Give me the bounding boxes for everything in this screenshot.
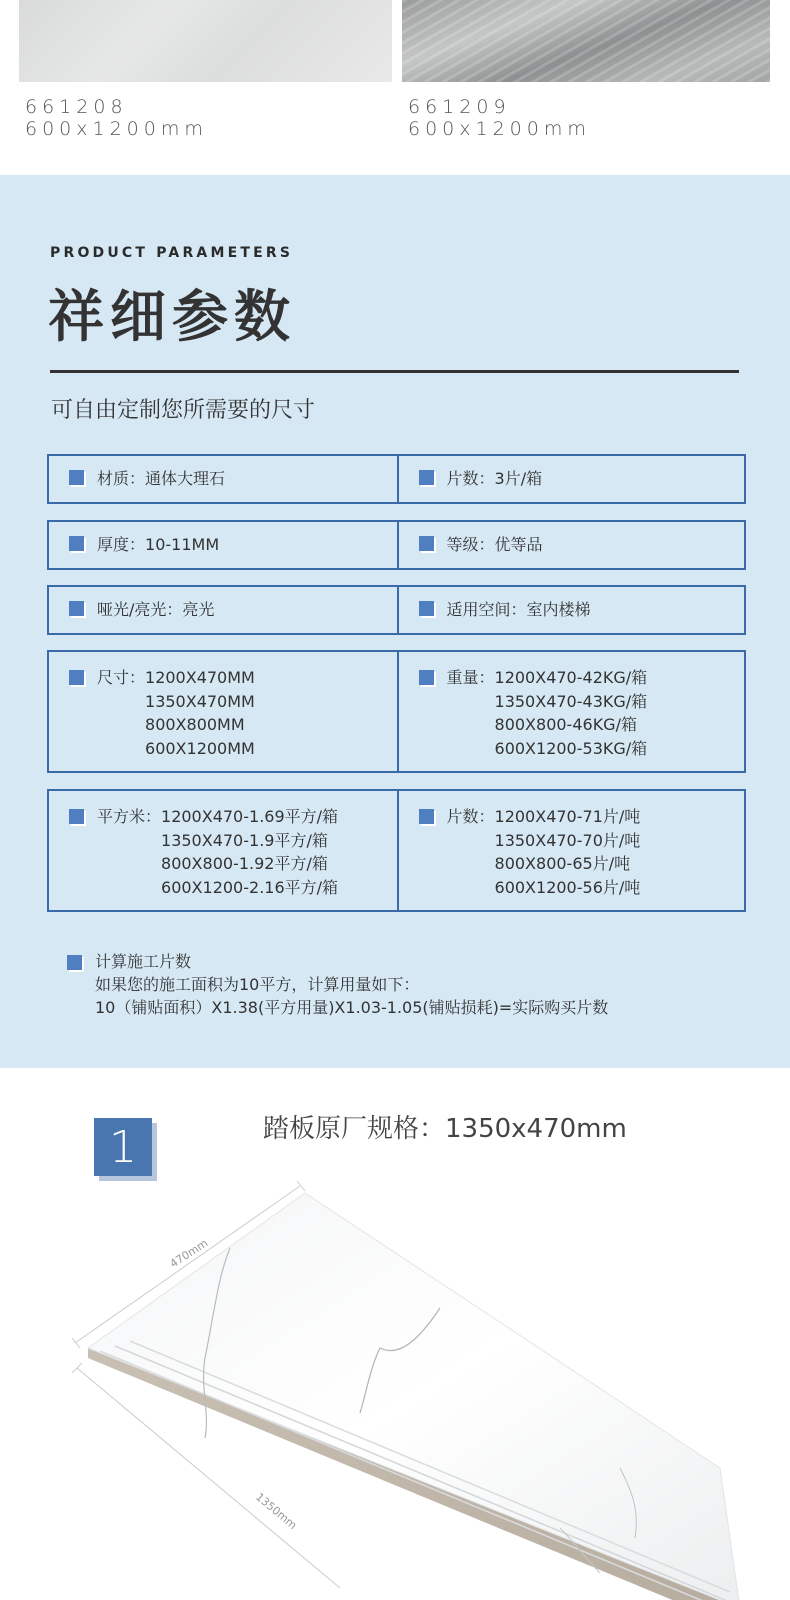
tile-samples [0,0,790,175]
param-value: 600X1200MM [145,738,255,758]
tile-image-661209[interactable] [402,0,770,82]
param-value: 600X1200-53KG/箱 [494,738,648,758]
param-row [47,585,746,635]
tile-image-661208[interactable] [19,0,392,82]
product-parameters-section [0,175,790,1068]
param-key: 尺寸： [97,668,146,687]
title-divider [50,370,739,373]
param-row [47,789,746,912]
param-key: 厚度： [97,535,146,555]
param-cell-material [49,456,397,502]
tile-code: 661209 [408,96,511,118]
param-cell-size [49,652,397,771]
bullet-square-icon [67,955,82,970]
param-key: 片数： [446,469,495,489]
step-number-badge: 1 [94,1118,152,1176]
param-value: 1200X470MM [145,668,255,687]
calculation-note [95,950,608,1019]
bullet-square-icon [69,601,84,616]
section-eyebrow: PRODUCT PARAMETERS [50,245,294,261]
param-value: 3片/箱 [494,469,543,489]
param-value: 亮光 [182,600,215,620]
tread-spec-section [0,1068,790,1600]
param-value: 1200X470-42KG/箱 [494,668,648,687]
calc-line: 如果您的施工面积为10平方，计算用量如下： [95,975,420,994]
param-value: 600X1200-56片/吨 [494,877,641,897]
bullet-square-icon [419,536,434,551]
param-row [47,650,746,773]
param-value: 800X800-46KG/箱 [494,715,637,734]
param-key: 适用空间： [446,600,527,620]
param-value: 1350X470-43KG/箱 [494,691,648,711]
param-row [47,520,746,570]
param-value: 1350X470MM [145,691,255,711]
param-cell-pieces-per-ton [397,791,745,910]
param-key: 等级： [446,535,495,555]
param-key: 材质： [97,469,146,489]
param-value: 800X800MM [145,715,245,734]
bullet-square-icon [419,470,434,485]
param-value: 800X800-65片/吨 [494,854,631,873]
param-key: 平方米： [97,807,162,826]
param-value: 10-11MM [145,535,220,555]
param-value: 800X800-1.92平方/箱 [161,854,328,873]
param-cell-grade [397,522,745,568]
bullet-square-icon [419,809,434,824]
tile-size: 600x1200mm [408,118,591,140]
bullet-square-icon [419,670,434,685]
param-value: 600X1200-2.16平方/箱 [161,877,339,897]
param-key: 重量： [446,668,495,687]
param-value: 1350X470-1.9平方/箱 [161,830,328,850]
tile-caption-661208 [25,96,208,140]
dimension-width-label: 470mm [167,1236,211,1271]
param-value: 1200X470-71片/吨 [494,807,641,826]
section-subtitle: 可自由定制您所需要的尺寸 [51,398,316,423]
tread-spec-title: 踏板原厂规格：1350x470mm [263,1114,627,1144]
param-key: 片数： [446,807,495,826]
bullet-square-icon [69,470,84,485]
param-row [47,454,746,504]
tile-code: 661208 [25,96,128,118]
tile-caption-661209 [408,96,591,140]
param-cell-weight [397,652,745,771]
param-value: 通体大理石 [145,469,226,489]
param-cell-area [49,791,397,910]
param-cell-thickness [49,522,397,568]
param-value: 1350X470-70片/吨 [494,830,641,850]
param-key: 哑光/亮光： [97,600,183,620]
param-cell-space [397,587,745,633]
calc-formula: 10（铺贴面积）X1.38(平方用量)X1.03-1.05(铺贴损耗)=实际购买片数 [95,998,609,1017]
bullet-square-icon [69,536,84,551]
param-value: 优等品 [494,535,543,555]
bullet-square-icon [69,809,84,824]
param-value: 1200X470-1.69平方/箱 [161,807,339,826]
bullet-square-icon [419,601,434,616]
tile-size: 600x1200mm [25,118,208,140]
section-title: 祥细参数 [48,285,296,350]
bullet-square-icon [69,670,84,685]
calc-title: 计算施工片数 [95,952,192,971]
param-value: 室内楼梯 [526,600,591,620]
param-cell-finish [49,587,397,633]
param-cell-pieces [397,456,745,502]
dimension-length-label: 1350mm [253,1490,300,1533]
